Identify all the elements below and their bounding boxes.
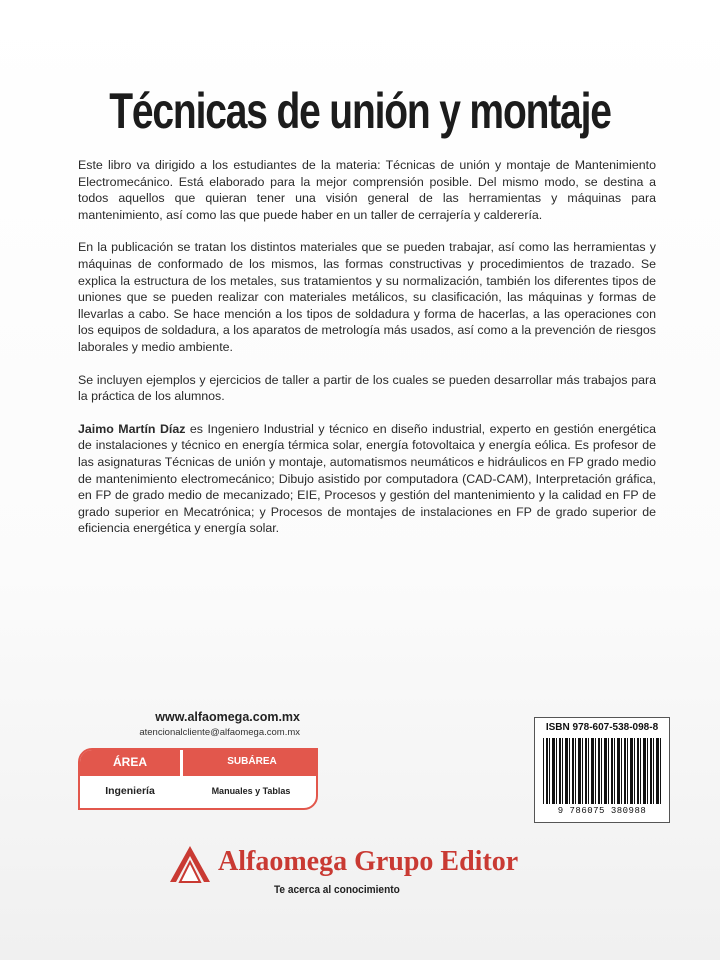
description-block: [78, 157, 656, 553]
barcode-icon: [543, 738, 661, 804]
book-title: Técnicas de unión y montaje: [109, 83, 611, 139]
subarea-value: Manuales y Tablas: [211, 786, 291, 796]
subarea-label: SUBÁREA: [227, 756, 277, 767]
description-paragraph-3: Se incluyen ejemplos y ejercicios de taller a partir de los cuales se pueden desarrollar más trabajos para la práctica de los alumnos.: [78, 372, 656, 404]
area-label: ÁREA: [112, 755, 147, 769]
alfaomega-logo-icon: [168, 844, 212, 884]
publisher-name: Alfaomega Grupo Editor: [218, 846, 519, 877]
publisher-slogan: Te acerca al conocimiento: [274, 884, 400, 896]
isbn-label: ISBN 978-607-538-098-8: [545, 722, 659, 733]
email-link[interactable]: atencionalcliente@alfaomega.com.mx: [139, 727, 300, 738]
classification-box: [78, 748, 318, 810]
author-bio: [78, 421, 656, 537]
classification-header: [80, 750, 316, 776]
author-name: Jaimo Martín Díaz: [78, 421, 186, 436]
website-link[interactable]: www.alfaomega.com.mx: [155, 710, 300, 724]
contact-info: [80, 710, 300, 738]
publisher-brand: [168, 842, 568, 902]
classification-divider: [180, 750, 183, 808]
isbn-barcode-box: [534, 717, 670, 823]
barcode-digits: 9 786075 380988: [557, 806, 647, 816]
description-paragraph-2: En la publicación se tratan los distintos materiales que se pueden trabajar, así como las herramientas y máquinas de conformado de los mismos, las formas constructivas y procedimientos de trazado. Se explica la estructura de los metales, sus tratamientos y su normalización, también los diferentes tipos de uniones que se pueden realizar con materiales metálicos, su clasificación, las máquinas y formas de llevarlas a cabo. Se hace mención a los tipos de soldadura y forma de hacerlas, a las operaciones con los equipos de soldadura, a los aparatos de metrología más usados, así como a la prevención de riesgos laborales y medio ambiente.: [78, 240, 656, 354]
classification-values: [80, 776, 316, 808]
description-paragraph-1: Este libro va dirigido a los estudiantes de la materia: Técnicas de unión y montaje de Mantenimiento Electromecánico. Está elaborado para la mejor comprensión posible. Del mismo modo, se destina a todos aquellos que quieran tener una visión general de las herramientas y máquinas para mantenimiento, así como las que puede haber en un taller de cerrajería y calderería.: [78, 158, 656, 222]
area-value: Ingeniería: [105, 785, 155, 797]
author-bio-text: es Ingeniero Industrial y técnico en diseño industrial, experto en gestión energética de instalaciones y técnico en energía térmica solar, energía fotovoltaica y energía eólica. Es profesor de las asignaturas Técnicas de unión y montaje, automatismos neumáticos e hidráulicos en FP grado medio de mantenimiento electromecánico; Dibujo asistido por computadora (CAD-CAM), Interpretación gráfica, en FP de grado medio de mecanizado; EIE, Procesos y gestión del mantenimiento y la calidad en FP de grado superior en Mecatrónica; y Procesos de montajes de instalaciones en FP de grado superior de eficiencia energética y energía solar.: [78, 421, 656, 536]
